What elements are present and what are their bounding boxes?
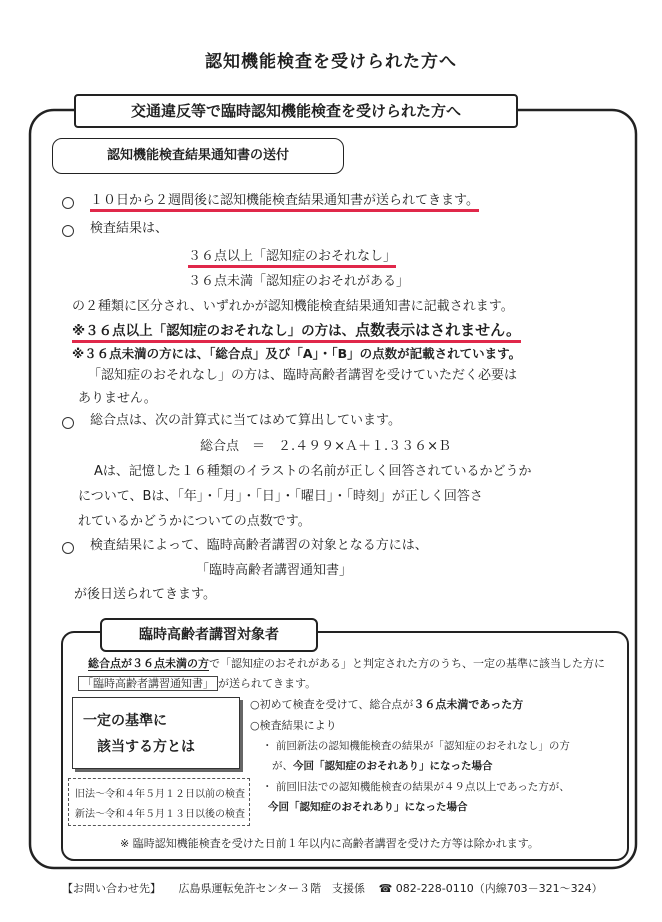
phone-icon: ☎: [378, 882, 393, 895]
subsection-title: 認知機能検査結果通知書の送付: [52, 138, 344, 174]
lecture-lead: 検査結果によって、臨時高齢者講習の対象となる方には、: [90, 538, 428, 553]
paragraph-sent-timing: [90, 189, 479, 208]
criterion-sub3: ・ 前回旧法での認知機能検査の結果が４９点以上であった方が、: [262, 781, 570, 793]
score-explain-line3: れているかどうかについての点数です。: [78, 514, 311, 529]
law-definition-box: [68, 778, 250, 826]
lecture-notice-name: 「臨時高齢者講習通知書」: [196, 563, 353, 578]
results-lead: 検査結果は、: [90, 221, 169, 236]
bullet-circle: [62, 222, 74, 241]
criterion-results: ○検査結果により: [250, 719, 337, 732]
criteria-box-line1: 一定の基準に: [83, 713, 167, 729]
bullet-circle: [62, 414, 74, 433]
bullet-circle: [62, 539, 74, 558]
page-title: 認知機能検査を受けられた方へ: [205, 52, 457, 72]
exclusion-note: ※ 臨時認知機能検査を受けた日前１年以内に高齢者講習を受けた方等は除かれます。: [120, 837, 539, 850]
bullet-circle: [62, 194, 74, 213]
note-under-36: ※３６点未満の方には、「総合点」及び「A」・「B」の点数が記載されています。: [72, 346, 522, 361]
target-notice-box: 「臨時高齢者講習通知書」: [78, 676, 218, 691]
lecture-tail: が後日送られてきます。: [74, 587, 216, 602]
section-title: 交通違反等で臨時認知機能検査を受けられた方へ: [74, 94, 518, 128]
score-lead: 総合点は、次の計算式に当てはめて算出しています。: [90, 413, 401, 428]
law-new: 新法～令和４年５月１３日以後の検査: [75, 809, 245, 820]
footer-contact-label: 【お問い合わせ先】: [62, 882, 161, 895]
no-lecture-line2: ありません。: [78, 391, 157, 406]
score-explain-line1: Aは、記憶した１６種類のイラストの名前が正しく回答されているかどうか: [94, 464, 532, 479]
target-intro-line2: 「臨時高齢者講習通知書」 が送られてきます。: [78, 675, 316, 691]
criterion-sub2: が、今回「認知症のおそれあり」になった場合: [272, 760, 493, 772]
criteria-box-line2: 該当する方とは: [97, 739, 195, 755]
criterion-sub4: 今回「認知症のおそれあり」になった場合: [268, 801, 468, 813]
result-over-36: [188, 245, 396, 264]
footer-contact: [62, 880, 603, 896]
result-over-36-text: ３６点以上「認知症のおそれなし」: [188, 249, 396, 268]
score-formula: 総合点 ＝ ２.４９９×Ａ＋１.３３６×Ｂ: [200, 439, 452, 454]
law-old: 旧法～令和４年５月１２日以前の検査: [75, 789, 245, 800]
sent-timing-text: １０日から２週間後に認知機能検査結果通知書が送られてきます。: [90, 193, 479, 212]
criteria-box: [72, 697, 240, 769]
target-intro-line1: 総合点が３６点未満の方で「認知症のおそれがある」と判定された方のうち、一定の基準に該当した方に: [88, 657, 605, 670]
note-over-36-text: ※３６点以上「認知症のおそれなし」の方は、点数表示はされません。: [72, 323, 521, 343]
criterion-sub1: ・ 前回新法の認知機能検査の結果が「認知症のおそれなし」の方: [262, 740, 570, 752]
results-tail: の２種類に区分され、いずれかが認知機能検査結果通知書に記載されます。: [72, 299, 514, 314]
result-under-36: ３６点未満「認知症のおそれがある」: [188, 274, 410, 289]
footer-phone[interactable]: 082-228-0110（内線703－321～324）: [395, 882, 603, 895]
no-lecture-line1: 「認知症のおそれなし」の方は、臨時高齢者講習を受けていただく必要は: [88, 368, 518, 383]
criterion-first-test: ○初めて検査を受けて、総合点が３６点未満であった方: [250, 698, 524, 711]
score-explain-line2: について、Bは、「年」・「月」・「日」・「曜日」・「時刻」が正しく回答さ: [78, 489, 483, 504]
target-title: 臨時高齢者講習対象者: [100, 618, 318, 652]
note-over-36: [72, 319, 521, 340]
target-intro-emphasis: 総合点が３６点未満の方: [88, 657, 209, 670]
footer-office: 広島県運転免許センター３階 支援係: [178, 882, 366, 895]
